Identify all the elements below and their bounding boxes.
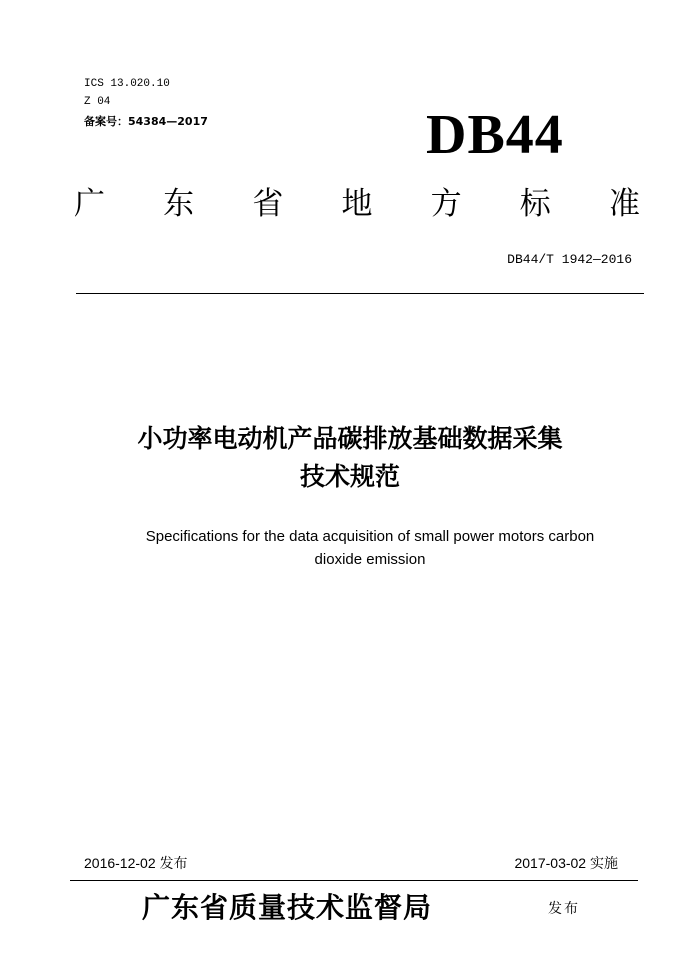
title-english-line: dioxide emission xyxy=(314,551,426,568)
top-divider xyxy=(76,293,644,294)
ics-code: ICS 13.020.10 xyxy=(84,78,170,90)
issue-date: 2016-12-02 发布 xyxy=(84,855,188,871)
title-chinese-line: 技术规范 xyxy=(299,462,400,491)
title-chinese xyxy=(40,420,660,496)
issuing-authority: 广东省质量技术监督局 xyxy=(142,891,433,924)
standard-type xyxy=(74,184,640,224)
bottom-divider xyxy=(70,880,638,881)
title-english-line: Specifications for the data acquisition of small power motors carbon xyxy=(145,528,595,545)
standard-type-char: 标 xyxy=(519,186,551,222)
standard-type-char: 地 xyxy=(341,186,373,222)
implementation-date: 2017-03-02 实施 xyxy=(514,855,618,871)
registration-number: 备案号：54384—2017 xyxy=(84,115,208,128)
classification-code: Z 04 xyxy=(84,96,111,108)
db44-logo: DB44 xyxy=(426,104,564,166)
standard-type-char: 东 xyxy=(163,186,195,222)
standard-type-char: 省 xyxy=(252,186,284,222)
standard-number: DB44/T 1942—2016 xyxy=(507,252,632,267)
publish-label: 发布 xyxy=(548,901,580,917)
title-chinese-line: 小功率电动机产品碳排放基础数据采集 xyxy=(137,424,563,453)
standard-type-char: 方 xyxy=(430,186,462,222)
standard-type-char: 准 xyxy=(608,186,640,222)
title-english xyxy=(90,525,650,571)
standard-type-char: 广 xyxy=(74,186,105,222)
